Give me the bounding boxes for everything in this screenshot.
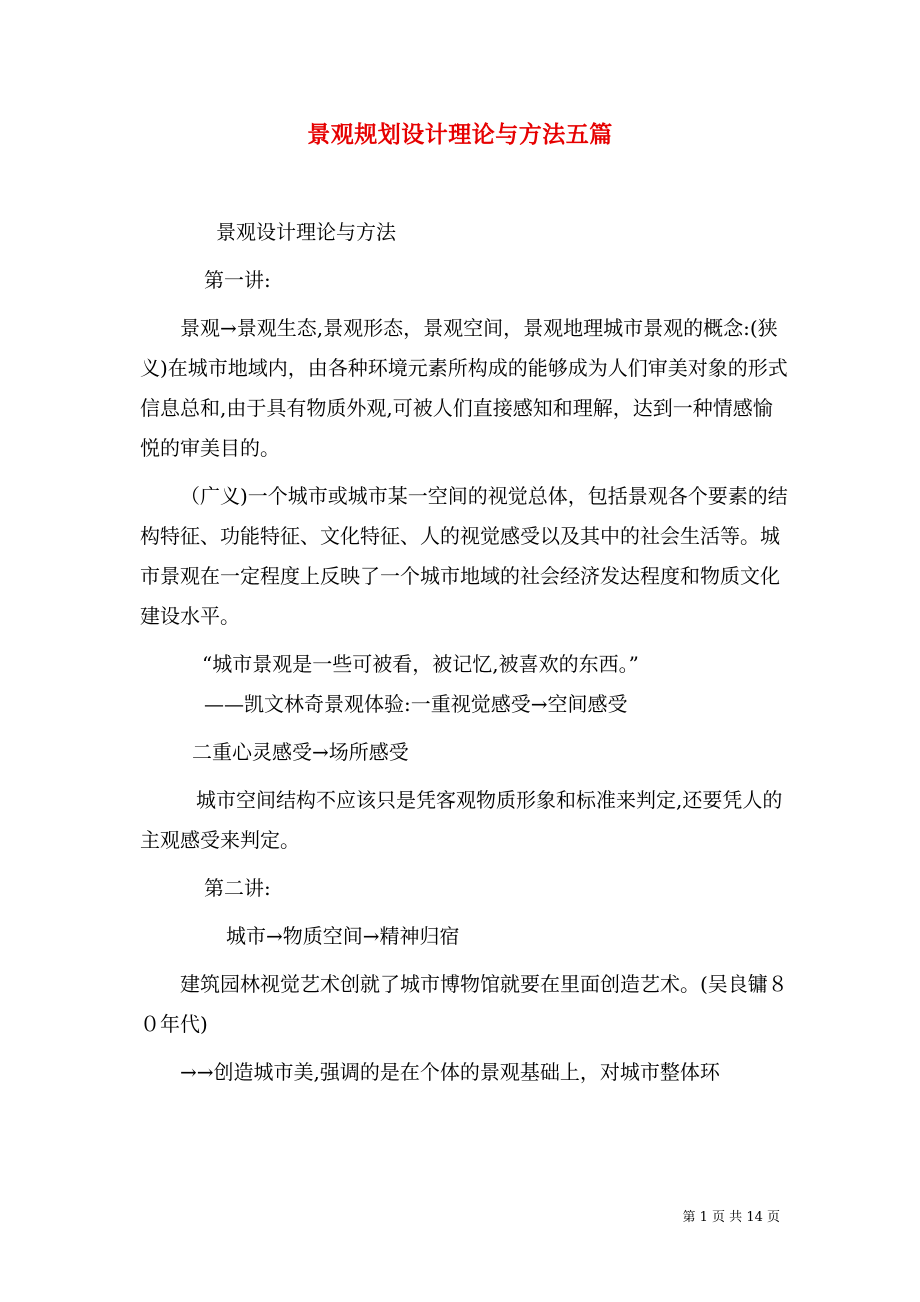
paragraph-lynch: ——凯文林奇景观体验:一重视觉感受→空间感受 [204, 692, 628, 716]
document-body [140, 212, 788, 1092]
paragraph-subtitle: 景观设计理论与方法 [216, 220, 396, 244]
paragraph-city-arrows: 城市→物质空间→精神归宿 [226, 924, 460, 948]
paragraph-quote: “城市景观是一些可被看，被记忆,被喜欢的东西。” [202, 652, 639, 676]
document-title: 景观规划设计理论与方法五篇 [307, 121, 613, 148]
page-number: 第 1 页 共 14 页 [682, 1210, 780, 1225]
paragraph-spatial-structure: 城市空间结构不应该只是凭客观物质形象和标准来判定,还要凭人的主观感受来判定。 [140, 788, 783, 852]
paragraph-city-beauty: →→创造城市美,强调的是在个体的景观基础上，对城市整体环 [180, 1060, 720, 1084]
paragraph-broad-definition: （广义)一个城市或城市某一空间的视觉总体，包括景观各个要素的结构特征、功能特征、文化特征、人的视觉感受以及其中的社会生活等。城市景观在一定程度上反映了一个城市地域的社会经济发达程度和物质文化建设水平。 [140, 484, 788, 628]
paragraph-lecture-1: 第一讲: [204, 268, 271, 292]
paragraph-narrow-definition: 景观→景观生态,景观形态，景观空间，景观地理城市景观的概念:(狭义)在城市地域内，由各种环境元素所构成的能够成为人们审美对象的形式信息总和,由于具有物质外观,可被人们直接感知和理解，达到一种情感愉悦的审美目的。 [140, 316, 788, 460]
paragraph-second-feeling: 二重心灵感受→场所感受 [192, 740, 409, 764]
paragraph-lecture-2: 第二讲: [204, 876, 271, 900]
paragraph-architecture: 建筑园林视觉艺术创就了城市博物馆就要在里面创造艺术。(吴良镛８０年代) [140, 972, 788, 1036]
